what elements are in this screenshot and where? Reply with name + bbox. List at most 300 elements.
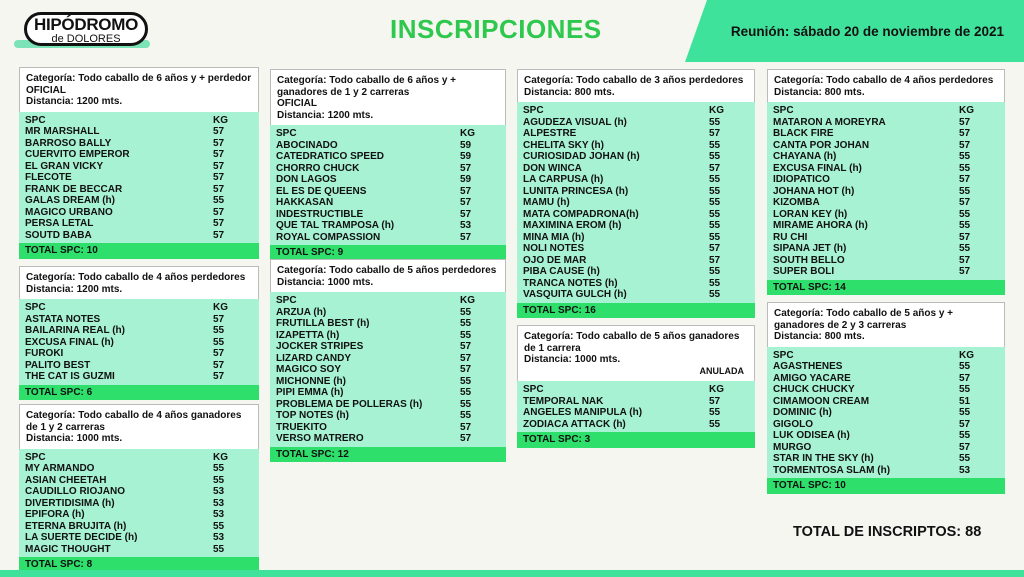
total-spc: TOTAL SPC: 10	[767, 478, 1005, 494]
card-header	[19, 67, 259, 112]
horse-name: DON LAGOS	[276, 174, 337, 185]
category-title: Categoría: Todo caballo de 3 años perdedores	[524, 75, 744, 86]
entry-row	[276, 422, 500, 434]
horse-name: DON WINCA	[523, 162, 582, 174]
horse-weight: 55	[460, 329, 472, 341]
horse-weight: 55	[213, 325, 225, 336]
horse-weight: 57	[460, 197, 472, 208]
category-title: Categoría: Todo caballo de 5 años perdedores	[277, 265, 497, 276]
column-headers	[276, 128, 500, 140]
entry-row	[523, 220, 749, 232]
entry-row	[25, 184, 253, 196]
category-title: Categoría: Todo caballo de 6 años y + ganadores de 1 y 2 carreras	[277, 75, 457, 98]
horse-name: MAXIMINA EROM (h)	[523, 220, 622, 231]
entry-row	[25, 509, 253, 521]
horse-name: CANTA POR JOHAN	[773, 139, 870, 151]
horse-name: FLECOTE	[25, 172, 72, 183]
horse-weight: 53	[959, 464, 971, 476]
horse-weight: 57	[213, 348, 225, 359]
entry-row	[773, 220, 999, 232]
horse-name: TOP NOTES (h)	[276, 410, 349, 421]
col-spc-header: SPC	[25, 451, 46, 463]
horse-name: CHELITA SKY (h)	[523, 139, 604, 151]
grand-total: TOTAL DE INSCRIPTOS: 88	[793, 524, 982, 540]
entry-row	[773, 163, 999, 175]
entry-row	[773, 419, 999, 431]
horse-weight: 55	[460, 375, 472, 387]
horse-name: ASIAN CHEETAH	[25, 474, 107, 486]
horse-weight: 57	[213, 160, 225, 172]
entry-row	[773, 407, 999, 419]
horse-name: QUE TAL TRAMPOSA (h)	[276, 220, 395, 231]
entry-row	[25, 463, 253, 475]
horse-name: NOLI NOTES	[523, 243, 585, 254]
horse-weight: 57	[709, 243, 721, 254]
horse-weight: 55	[460, 318, 472, 329]
header	[0, 0, 1024, 62]
entry-row	[25, 337, 253, 349]
entry-row	[25, 314, 253, 326]
horse-weight: 55	[213, 520, 225, 532]
horse-weight: 57	[709, 162, 721, 174]
horse-weight: 57	[460, 433, 472, 444]
horse-name: ETERNA BRUJITA (h)	[25, 520, 127, 532]
entry-row	[276, 197, 500, 209]
horse-weight: 55	[460, 410, 472, 421]
horse-name: PIPI EMMA (h)	[276, 387, 344, 398]
horse-weight: 55	[709, 289, 721, 300]
entry-row	[773, 384, 999, 396]
column-headers	[276, 295, 500, 307]
horse-weight: 55	[709, 116, 721, 128]
category-title: Categoría: Todo caballo de 6 años y + perdedor	[26, 73, 252, 84]
horse-weight: 55	[709, 197, 721, 208]
entry-row	[773, 442, 999, 454]
card-header	[270, 69, 506, 125]
entry-row	[276, 220, 500, 232]
horse-weight: 55	[959, 151, 971, 162]
entry-row	[523, 396, 749, 408]
entry-row	[773, 128, 999, 140]
category-card	[767, 302, 1005, 494]
horse-name: PIBA CAUSE (h)	[523, 266, 600, 277]
horse-weight: 55	[709, 139, 721, 151]
total-spc: TOTAL SPC: 12	[270, 447, 506, 463]
card-header	[517, 325, 755, 381]
horse-weight: 57	[213, 359, 225, 371]
entry-row	[25, 521, 253, 533]
horse-name: MAGICO URBANO	[25, 206, 113, 218]
horse-name: MAGIC THOUGHT	[25, 543, 111, 555]
horse-name: MICHONNE (h)	[276, 375, 346, 387]
horse-weight: 57	[460, 162, 472, 174]
total-spc: TOTAL SPC: 9	[270, 245, 506, 261]
distance-label: Distancia: 800 mts.	[524, 86, 615, 98]
category-card	[767, 69, 1005, 295]
horse-name: AGUDEZA VISUAL (h)	[523, 116, 627, 128]
horse-weight: 57	[213, 126, 225, 137]
horse-weight: 53	[213, 509, 225, 520]
page-title: INSCRIPCIONES	[390, 14, 602, 44]
entry-row	[276, 410, 500, 422]
entry-row	[773, 255, 999, 267]
horse-weight: 57	[213, 206, 225, 218]
entry-row	[523, 197, 749, 209]
col-spc-header: SPC	[773, 349, 794, 361]
entry-row	[25, 486, 253, 498]
col-spc-header: SPC	[773, 105, 794, 116]
horse-weight: 53	[213, 497, 225, 509]
official-label: OFICIAL	[277, 98, 317, 109]
logo	[24, 12, 148, 46]
distance-label: Distancia: 800 mts.	[774, 331, 865, 342]
horse-weight: 55	[213, 463, 225, 474]
horse-name: MINA MIA (h)	[523, 231, 585, 243]
distance-label: Distancia: 1200 mts.	[26, 283, 123, 295]
horse-weight: 57	[460, 208, 472, 220]
entries-list	[270, 125, 506, 245]
horse-name: LUK ODISEA (h)	[773, 430, 850, 441]
horse-weight: 55	[959, 208, 971, 220]
entry-row	[773, 209, 999, 221]
horse-weight: 57	[959, 116, 971, 128]
entry-row	[773, 266, 999, 278]
horse-weight: 55	[959, 185, 971, 197]
column-headers	[773, 105, 999, 117]
total-spc: TOTAL SPC: 16	[517, 303, 755, 319]
col-spc-header: SPC	[25, 114, 46, 126]
entry-row	[773, 232, 999, 244]
total-spc: TOTAL SPC: 8	[19, 557, 259, 573]
horse-name: ROYAL COMPASSION	[276, 231, 381, 243]
horse-weight: 59	[460, 139, 472, 151]
category-card	[19, 404, 259, 573]
horse-name: SOUTD BABA	[25, 229, 92, 241]
horse-name: MR MARSHALL	[25, 126, 100, 137]
horse-weight: 55	[959, 430, 971, 441]
col-kg-header: KG	[460, 128, 475, 139]
horse-name: CURIOSIDAD JOHAN (h)	[523, 151, 640, 162]
horse-weight: 57	[213, 183, 225, 195]
category-card	[270, 259, 506, 462]
distance-label: Distancia: 1000 mts.	[277, 276, 374, 288]
horse-weight: 55	[709, 407, 721, 418]
horse-name: CUERVITO EMPEROR	[25, 149, 130, 160]
horse-weight: 57	[959, 128, 971, 139]
entry-row	[25, 325, 253, 337]
horse-name: MIRAME AHORA (h)	[773, 220, 868, 231]
horse-weight: 59	[460, 174, 472, 185]
card-header	[767, 302, 1005, 347]
horse-name: MAMU (h)	[523, 197, 570, 208]
horse-weight: 57	[213, 229, 225, 241]
card-header	[517, 69, 755, 102]
category-card	[517, 325, 755, 448]
entry-row	[523, 140, 749, 152]
horse-name: PROBLEMA DE POLLERAS (h)	[276, 398, 423, 410]
horse-weight: 55	[959, 243, 971, 254]
entry-row	[276, 341, 500, 353]
horse-weight: 55	[213, 543, 225, 555]
category-title: Categoría: Todo caballo de 4 años perdedores	[774, 75, 994, 86]
logo-bottom-text: de DOLORES	[51, 33, 121, 45]
entry-row	[523, 163, 749, 175]
horse-weight: 55	[959, 361, 971, 372]
col-spc-header: SPC	[25, 302, 46, 313]
entry-row	[523, 117, 749, 129]
distance-label: Distancia: 800 mts.	[774, 86, 865, 98]
horse-name: CATEDRATICO SPEED	[276, 151, 384, 162]
horse-weight: 55	[460, 306, 472, 318]
horse-weight: 55	[213, 474, 225, 486]
horse-name: BAILARINA REAL (h)	[25, 325, 125, 336]
horse-weight: 53	[213, 532, 225, 543]
horse-weight: 55	[213, 336, 225, 348]
horse-weight: 55	[959, 220, 971, 231]
horse-name: AGASTHENES	[773, 361, 843, 372]
horse-name: RU CHI	[773, 231, 808, 243]
col-spc-header: SPC	[523, 384, 544, 395]
entry-row	[276, 307, 500, 319]
entry-row	[276, 163, 500, 175]
horse-weight: 55	[959, 162, 971, 174]
horse-name: ANGELES MANIPULA (h)	[523, 407, 643, 418]
col-kg-header: KG	[709, 384, 724, 395]
horse-weight: 57	[959, 254, 971, 266]
horse-weight: 53	[213, 486, 225, 497]
horse-name: MAGICO SOY	[276, 364, 342, 375]
horse-name: SUPER BOLI	[773, 266, 835, 277]
horse-weight: 57	[959, 418, 971, 430]
horse-name: LUNITA PRINCESA (h)	[523, 185, 629, 197]
horse-name: VERSO MATRERO	[276, 433, 364, 444]
entry-row	[523, 255, 749, 267]
entry-row	[276, 353, 500, 365]
horse-weight: 57	[959, 266, 971, 277]
horse-name: JOHANA HOT (h)	[773, 185, 855, 197]
horse-name: MATARON A MOREYRA	[773, 116, 886, 128]
horse-weight: 55	[709, 151, 721, 162]
horse-name: PALITO BEST	[25, 359, 91, 371]
horse-name: CHAYANA (h)	[773, 151, 837, 162]
horse-weight: 57	[460, 421, 472, 433]
entry-row	[773, 151, 999, 163]
horse-name: TEMPORAL NAK	[523, 395, 604, 407]
horse-weight: 55	[709, 266, 721, 277]
horse-name: AMIGO YACARE	[773, 372, 851, 384]
horse-weight: 57	[460, 364, 472, 375]
horse-weight: 57	[460, 185, 472, 197]
column-headers	[25, 115, 253, 127]
horse-name: EL ES DE QUEENS	[276, 185, 367, 197]
horse-weight: 57	[959, 372, 971, 384]
horse-weight: 57	[213, 137, 225, 149]
entry-row	[25, 360, 253, 372]
entry-row	[276, 232, 500, 244]
col-kg-header: KG	[213, 302, 228, 313]
entry-row	[773, 117, 999, 129]
horse-name: EXCUSA FINAL (h)	[773, 162, 862, 174]
horse-name: ABOCINADO	[276, 139, 338, 151]
entry-row	[25, 218, 253, 230]
entry-row	[523, 407, 749, 419]
entry-row	[523, 419, 749, 431]
entry-row	[773, 174, 999, 186]
horse-weight: 59	[460, 151, 472, 162]
entry-row	[25, 207, 253, 219]
col-spc-header: SPC	[276, 128, 297, 139]
horse-name: DOMINIC (h)	[773, 407, 832, 418]
horse-weight: 57	[460, 341, 472, 352]
entry-row	[25, 126, 253, 138]
horse-weight: 57	[213, 313, 225, 325]
horse-name: ALPESTRE	[523, 128, 577, 139]
entry-row	[25, 371, 253, 383]
entries-list	[19, 299, 259, 385]
col-kg-header: KG	[959, 105, 974, 116]
footer-bar	[0, 570, 1024, 577]
entry-row	[25, 138, 253, 150]
entry-row	[773, 396, 999, 408]
category-card	[517, 69, 755, 318]
horse-name: TRANCA NOTES (h)	[523, 277, 618, 289]
entry-row	[276, 140, 500, 152]
entry-row	[773, 197, 999, 209]
horse-weight: 57	[460, 231, 472, 243]
horse-weight: 55	[460, 398, 472, 410]
entry-row	[773, 361, 999, 373]
col-kg-header: KG	[213, 114, 228, 126]
total-spc: TOTAL SPC: 6	[19, 385, 259, 401]
entry-row	[276, 376, 500, 388]
entry-row	[523, 278, 749, 290]
horse-name: INDESTRUCTIBLE	[276, 208, 364, 220]
distance-label: Distancia: 1000 mts.	[524, 354, 621, 365]
total-spc: TOTAL SPC: 14	[767, 280, 1005, 296]
horse-name: PERSA LETAL	[25, 218, 94, 229]
horse-name: JOCKER STRIPES	[276, 341, 364, 352]
entry-row	[25, 195, 253, 207]
horse-name: GALAS DREAM (h)	[25, 195, 115, 206]
official-label: OFICIAL	[26, 84, 66, 96]
horse-name: GIGOLO	[773, 418, 813, 430]
entry-row	[276, 387, 500, 399]
entry-row	[276, 399, 500, 411]
horse-weight: 55	[709, 277, 721, 289]
horse-weight: 55	[709, 220, 721, 231]
horse-name: EXCUSA FINAL (h)	[25, 336, 114, 348]
horse-name: FRUTILLA BEST (h)	[276, 318, 370, 329]
horse-weight: 55	[709, 208, 721, 220]
entry-row	[773, 465, 999, 477]
meeting-date: Reunión: sábado 20 de noviembre de 2021	[730, 24, 1004, 39]
horse-name: MY ARMANDO	[25, 463, 95, 474]
horse-weight: 57	[213, 371, 225, 382]
horse-name: CHUCK CHUCKY	[773, 384, 855, 395]
entry-row	[773, 453, 999, 465]
category-title: Categoría: Todo caballo de 4 años ganadores de 1 y 2 carreras	[26, 410, 242, 433]
horse-name: HAKKASAN	[276, 197, 334, 208]
column-headers	[773, 350, 999, 362]
entries-list	[270, 292, 506, 447]
entry-row	[25, 230, 253, 242]
category-card	[19, 67, 259, 259]
entry-row	[25, 172, 253, 184]
horse-weight: 57	[709, 395, 721, 407]
horse-name: LIZARD CANDY	[276, 352, 351, 364]
entries-list	[767, 102, 1005, 280]
entry-row	[276, 174, 500, 186]
column-headers	[25, 452, 253, 464]
col-kg-header: KG	[213, 451, 228, 463]
category-title: Categoría: Todo caballo de 5 años y + ganadores de 2 y 3 carreras	[774, 308, 954, 331]
entries-list	[19, 112, 259, 244]
horse-weight: 57	[959, 231, 971, 243]
horse-name: VASQUITA GULCH (h)	[523, 289, 627, 300]
horse-weight: 57	[959, 139, 971, 151]
horse-name: CAUDILLO RIOJANO	[25, 486, 125, 497]
category-card	[19, 266, 259, 400]
horse-name: LORAN KEY (h)	[773, 208, 848, 220]
entry-row	[25, 532, 253, 544]
logo-top-text: HIPÓDROMO	[33, 15, 139, 34]
column-headers	[523, 105, 749, 117]
horse-weight: 55	[460, 387, 472, 398]
entry-row	[773, 140, 999, 152]
horse-weight: 53	[460, 220, 472, 231]
horse-name: DIVERTIDISIMA (h)	[25, 497, 115, 509]
horse-name: FRANK DE BECCAR	[25, 183, 123, 195]
horse-weight: 57	[460, 352, 472, 364]
horse-name: ARZUA (h)	[276, 306, 327, 318]
entry-row	[25, 544, 253, 556]
entry-row	[523, 243, 749, 255]
entry-row	[773, 430, 999, 442]
entry-row	[773, 373, 999, 385]
category-title: Categoría: Todo caballo de 4 años perdedores	[26, 272, 246, 283]
horse-name: MURGO	[773, 441, 812, 453]
col-kg-header: KG	[460, 295, 475, 306]
col-spc-header: SPC	[276, 295, 297, 306]
column-headers	[25, 302, 253, 314]
entry-row	[523, 151, 749, 163]
horse-name: IZAPETTA (h)	[276, 329, 340, 341]
horse-name: TORMENTOSA SLAM (h)	[773, 464, 891, 476]
horse-weight: 57	[709, 128, 721, 139]
horse-weight: 55	[709, 231, 721, 243]
horse-name: STAR IN THE SKY (h)	[773, 453, 874, 464]
total-spc: TOTAL SPC: 10	[19, 243, 259, 259]
horse-name: LA CARPUSA (h)	[523, 174, 604, 185]
entry-row	[276, 364, 500, 376]
horse-name: BLACK FIRE	[773, 128, 834, 139]
col-spc-header: SPC	[523, 105, 544, 116]
entry-row	[25, 475, 253, 487]
horse-weight: 57	[959, 197, 971, 208]
horse-name: OJO DE MAR	[523, 254, 587, 266]
horse-name: TRUEKITO	[276, 421, 327, 433]
entry-row	[773, 243, 999, 255]
entry-row	[523, 232, 749, 244]
category-card	[270, 69, 506, 261]
horse-name: THE CAT IS GUZMI	[25, 371, 115, 382]
horse-name: EL GRAN VICKY	[25, 160, 104, 172]
entries-list	[517, 102, 755, 303]
col-kg-header: KG	[709, 105, 724, 116]
entries-list	[19, 449, 259, 558]
horse-name: ASTATA NOTES	[25, 313, 101, 325]
horse-weight: 57	[213, 149, 225, 160]
